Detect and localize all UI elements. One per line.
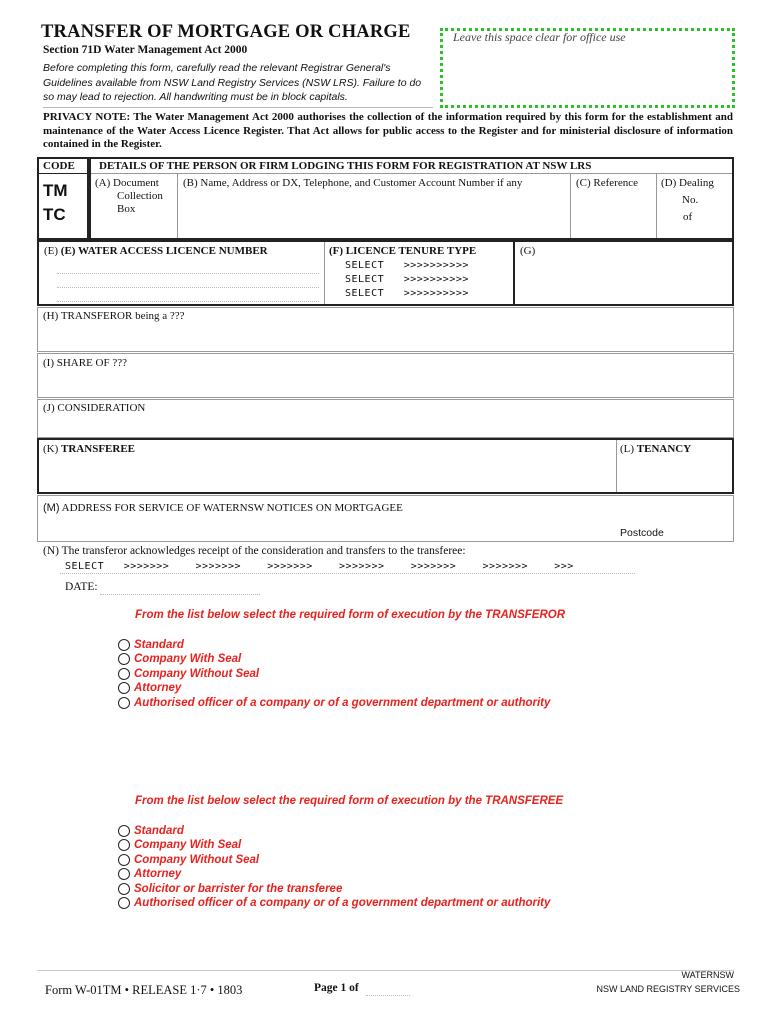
tenure-type-label: (F) LICENCE TENURE TYPE	[329, 245, 477, 257]
form-title: TRANSFER OF MORTGAGE OR CHARGE	[41, 22, 411, 42]
date-input[interactable]	[100, 594, 260, 595]
address-for-service-box[interactable]	[37, 495, 734, 542]
col-divider	[513, 242, 515, 304]
licence-number-input-2[interactable]	[57, 287, 319, 288]
privacy-note: PRIVACY NOTE: The Water Management Act 2000 authorises the collection of the information required by this form for the establishment and maintenance of the Water Access Licence Register. That Act allows for public access to the Register and for ministerial disclosure of information contained in the Register.	[43, 111, 733, 150]
lodging-title: DETAILS OF THE PERSON OR FIRM LODGING THIS FORM FOR REGISTRATION AT NSW LRS	[91, 159, 732, 174]
transferee-label: (K) TRANSFEREE	[43, 443, 135, 455]
transferor-box[interactable]	[37, 307, 734, 352]
share-label: (I) SHARE OF ???	[43, 357, 128, 369]
licence-number-input-3[interactable]	[57, 301, 319, 302]
org-name-2: NSW LAND REGISTRY SERVICES	[596, 984, 740, 994]
transferee-option-standard[interactable]: Standard	[118, 824, 184, 838]
transferor-label: (H) TRANSFEROR being a ???	[43, 310, 185, 322]
transfer-select[interactable]: SELECT >>>>>>> >>>>>>> >>>>>>> >>>>>>> >>>>>>> >>>>>>> >>>	[65, 561, 574, 572]
col-d-label: (D) Dealing	[661, 177, 714, 189]
col-d-label-2: No.	[682, 194, 699, 206]
lodging-details-box	[89, 157, 734, 240]
transfer-line	[60, 573, 635, 574]
col-divider	[616, 440, 617, 492]
col-a-label-3: Box	[117, 203, 136, 215]
form-id: Form W-01TM • RELEASE 1·7 • 1803	[45, 983, 243, 997]
licence-box	[37, 240, 734, 306]
postcode-label: Postcode	[620, 527, 664, 539]
transferee-box[interactable]	[37, 438, 734, 494]
date-label: DATE:	[65, 581, 98, 593]
transferor-execution-heading: From the list below select the required form of execution by the TRANSFEROR	[135, 609, 566, 621]
tenure-select-2[interactable]: SELECT >>>>>>>>>>	[345, 274, 469, 285]
transferee-option-company-without-seal[interactable]: Company Without Seal	[118, 853, 259, 867]
footer-divider	[37, 970, 734, 971]
office-use-area	[440, 28, 735, 108]
transferee-option-attorney[interactable]: Attorney	[118, 867, 181, 881]
transferor-option-company-with-seal[interactable]: Company With Seal	[118, 652, 241, 666]
code-tc: TC	[43, 205, 66, 224]
radio-icon[interactable]	[118, 639, 130, 651]
transferor-option-authorised-officer[interactable]: Authorised officer of a company or of a government department or authority	[118, 696, 550, 710]
transferor-option-standard[interactable]: Standard	[118, 638, 184, 652]
col-c-label: (C) Reference	[576, 177, 638, 189]
code-tm: TM	[43, 181, 68, 200]
radio-icon[interactable]	[118, 697, 130, 709]
transferee-execution-heading: From the list below select the required form of execution by the TRANSFEREE	[135, 795, 564, 807]
transferor-option-attorney[interactable]: Attorney	[118, 681, 181, 695]
radio-icon[interactable]	[118, 682, 130, 694]
tenancy-label: (L) TENANCY	[620, 443, 692, 455]
tenure-select-1[interactable]: SELECT >>>>>>>>>>	[345, 260, 469, 271]
col-divider	[324, 242, 325, 304]
code-label: CODE	[39, 159, 87, 174]
transferee-option-solicitor[interactable]: Solicitor or barrister for the transferee	[118, 882, 342, 896]
address-for-service-label: (M) ADDRESS FOR SERVICE OF WATERNSW NOTICES ON MORTGAGEE	[43, 502, 403, 514]
org-name: WATERNSW	[681, 970, 734, 980]
radio-icon[interactable]	[118, 668, 130, 680]
radio-icon[interactable]	[118, 854, 130, 866]
consideration-label: (J) CONSIDERATION	[43, 402, 146, 414]
g-label: (G)	[520, 245, 536, 257]
acknowledgement-text: (N) The transferor acknowledges receipt of the consideration and transfers to the transferee:	[43, 545, 466, 557]
share-box[interactable]	[37, 353, 734, 398]
radio-icon[interactable]	[118, 825, 130, 837]
consideration-box[interactable]	[37, 399, 734, 438]
transferee-option-company-with-seal[interactable]: Company With Seal	[118, 838, 241, 852]
licence-number-input-1[interactable]	[57, 273, 319, 274]
page-label: Page 1 of	[314, 982, 359, 994]
radio-icon[interactable]	[118, 839, 130, 851]
office-use-note: Leave this space clear for office use	[453, 30, 626, 44]
instructions-text: Before completing this form, carefully read the relevant Registrar General's Guidelines available from NSW Land Registry Services (NSW LRS). Failure to do so may lead to rejection. All handwriting must be in block capitals.	[43, 62, 422, 103]
col-a-label-2: Collection	[117, 190, 163, 202]
page-total-input[interactable]	[366, 995, 410, 996]
radio-icon[interactable]	[118, 868, 130, 880]
act-section: Section 71D Water Management Act 2000	[43, 44, 248, 56]
col-a-label: (A) Document	[95, 177, 159, 189]
radio-icon[interactable]	[118, 883, 130, 895]
transferee-option-authorised-officer[interactable]: Authorised officer of a company or of a government department or authority	[118, 896, 550, 910]
radio-icon[interactable]	[118, 653, 130, 665]
code-box	[37, 157, 89, 240]
tenure-select-3[interactable]: SELECT >>>>>>>>>>	[345, 288, 469, 299]
transferor-option-company-without-seal[interactable]: Company Without Seal	[118, 667, 259, 681]
divider	[43, 107, 433, 108]
radio-icon[interactable]	[118, 897, 130, 909]
col-b-label: (B) Name, Address or DX, Telephone, and Customer Account Number if any	[183, 177, 523, 189]
col-d-label-3: of	[683, 211, 693, 223]
col-divider	[656, 174, 657, 238]
col-divider	[177, 174, 178, 238]
col-divider	[570, 174, 571, 238]
licence-number-label: (E) (E) WATER ACCESS LICENCE NUMBER	[44, 245, 268, 257]
